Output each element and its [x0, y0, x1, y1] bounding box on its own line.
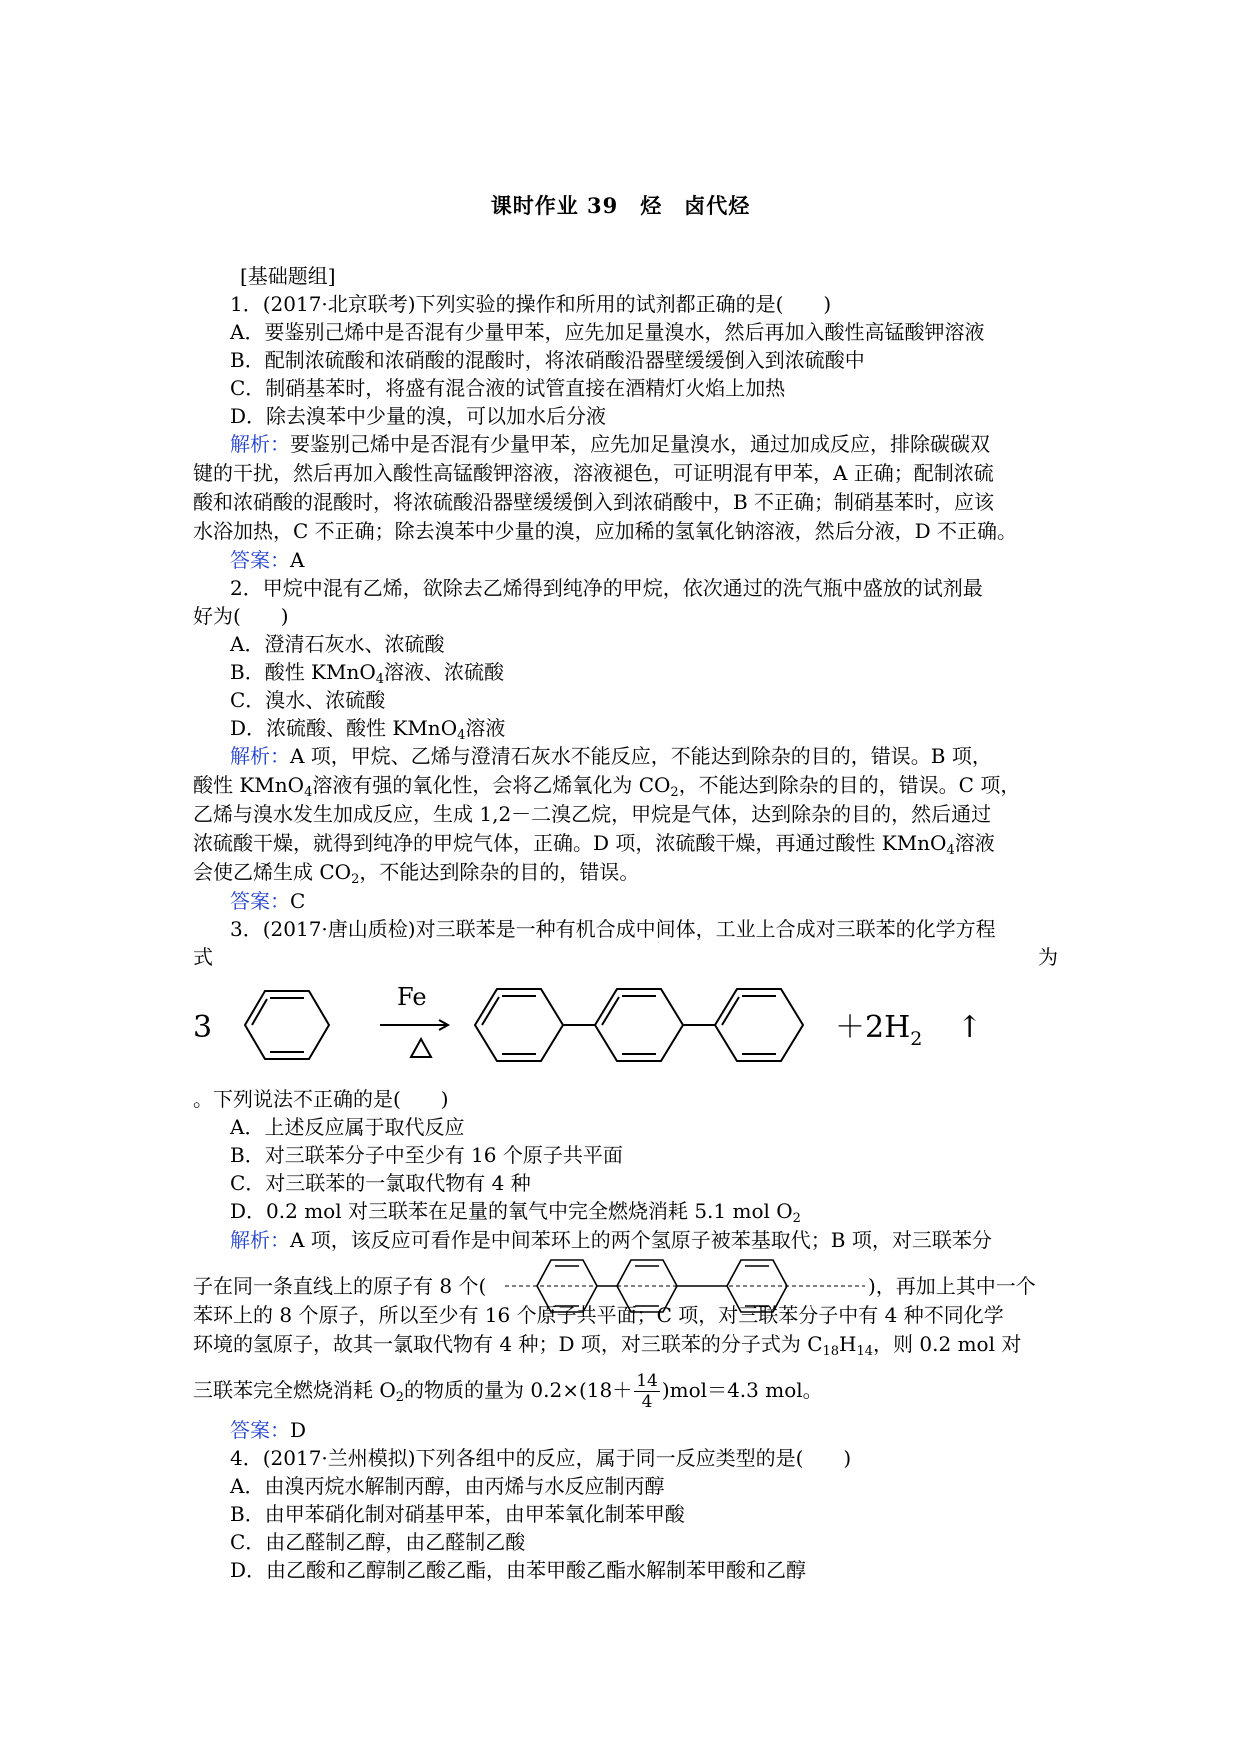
q1-stem: 1．(2017·北京联考)下列实验的操作和所用的试剂都正确的是( ): [230, 292, 832, 316]
section-heading: [基础题组]: [240, 264, 336, 288]
q4-option-b: B．由甲苯硝化制对硝基甲苯，由甲苯氧化制苯甲酸: [230, 1502, 685, 1526]
text: )mol＝4.3 mol。: [661, 1378, 823, 1402]
q3-stem-line-2: [193, 943, 1058, 971]
subscript: 2: [395, 1390, 405, 1405]
q3-question-tail: 。下列说法不正确的是( ): [193, 1087, 449, 1111]
gas-arrow-icon: ↑: [957, 1010, 983, 1045]
text: 式: [193, 945, 213, 969]
q1-analysis-line-3: 酸和浓硝酸的混酸时，将浓硫酸沿器壁缓缓倒入到浓硝酸中，B 不正确；制硝基苯时，应该: [193, 490, 995, 514]
text: 溶液有强的氧化性，会将乙烯氧化为 CO: [312, 773, 671, 797]
analysis-text: A 项，该反应可看作是中间苯环上的两个氢原子被苯基取代；B 项，对三联苯分: [290, 1228, 992, 1252]
q3-analysis-line-5: [193, 1368, 823, 1412]
q1-option-c: C．制硝基苯时，将盛有混合液的试管直接在酒精灯火焰上加热: [230, 376, 786, 400]
numerator: 14: [636, 1371, 658, 1391]
q4-option-d: D．由乙酸和乙醇制乙酸乙酯，由苯甲酸乙酯水解制苯甲酸和乙醇: [230, 1558, 807, 1582]
q2-stem-line-2: 好为( ): [193, 604, 289, 628]
q1-analysis-line-2: 键的干扰，然后再加入酸性高锰酸钾溶液，溶液褪色，可证明混有甲苯，A 正确；配制浓硫: [193, 461, 994, 485]
q4-option-a: A．由溴丙烷水解制丙醇，由丙烯与水反应制丙醇: [230, 1474, 665, 1498]
q2-analysis-line-2: [193, 771, 1020, 799]
q4-option-c: C．由乙醛制乙醇，由乙醛制乙酸: [230, 1530, 526, 1554]
page-title: 课时作业 39 烃 卤代烃: [490, 193, 751, 218]
answer-label: 答案：: [230, 889, 290, 913]
q3-option-b: B．对三联苯分子中至少有 16 个原子共平面: [230, 1143, 623, 1167]
text: 溶液: [954, 831, 995, 855]
text: D．0.2 mol 对三联苯在足量的氧气中完全燃烧消耗 5.1 mol O: [230, 1199, 793, 1223]
text: ，不能达到除杂的目的，错误。C 项，: [678, 773, 1021, 797]
q2-option-d: [230, 714, 505, 742]
q2-analysis-line-5: [193, 858, 639, 886]
q2-option-c: C．溴水、浓硫酸: [230, 688, 386, 712]
analysis-text: 要鉴别己烯中是否混有少量甲苯，应先加足量溴水，通过加成反应，排除碳碳双: [290, 432, 990, 456]
text: 为: [1038, 945, 1058, 969]
q2-analysis-line-4: [193, 829, 995, 857]
answer-value: C: [290, 889, 306, 913]
q3-analysis-line-3: 苯环上的 8 个原子，所以至少有 16 个原子共平面；C 项，对三联苯分子中有 4 种不同化学: [193, 1303, 1004, 1327]
q1-analysis-line-4: 水浴加热，C 不正确；除去溴苯中少量的溴，应加稀的氢氧化钠溶液，然后分液，D 不正确。: [193, 519, 1018, 543]
text: 酸性 KMnO: [193, 773, 305, 797]
q3-analysis-line-2-right: )，再加上其中一个: [868, 1274, 1036, 1298]
text: 的物质的量为 0.2×(18＋: [404, 1378, 633, 1402]
text: ，则 0.2 mol 对: [873, 1332, 1022, 1356]
denominator: 4: [641, 1392, 653, 1412]
q2-option-a: A．澄清石灰水、浓硫酸: [230, 632, 445, 656]
subscript: 4: [457, 728, 466, 743]
answer-label: 答案：: [230, 1418, 290, 1442]
q1-option-d: D．除去溴苯中少量的溴，可以加水后分液: [230, 404, 607, 428]
text: 浓硫酸干燥，就得到纯净的甲烷气体，正确。D 项，浓硫酸干燥，再通过酸性 KMnO: [193, 831, 947, 855]
q3-option-c: C．对三联苯的一氯取代物有 4 种: [230, 1171, 531, 1195]
text: ，不能达到除杂的目的，错误。: [359, 860, 640, 884]
text: 会使乙烯生成 CO: [193, 860, 352, 884]
analysis-text: A 项，甲烷、乙烯与澄清石灰水不能反应，不能达到除杂的目的，错误。B 项，: [290, 744, 992, 768]
q4-stem: 4．(2017·兰州模拟)下列各组中的反应，属于同一反应类型的是( ): [230, 1446, 852, 1470]
answer-label: 答案：: [230, 548, 290, 572]
text: 三联苯完全燃烧消耗 O: [193, 1378, 396, 1402]
text: H: [839, 1332, 857, 1356]
answer-value: A: [290, 548, 305, 572]
q2-answer: [230, 887, 305, 915]
subscript: 2: [670, 785, 679, 800]
q1-analysis-line-1: [230, 430, 990, 458]
q3-analysis-line-4: [193, 1330, 1021, 1358]
text: ＋2H: [835, 1010, 911, 1045]
q3-stem-line-1: 3．(2017·唐山质检)对三联苯是一种有机合成中间体，工业上合成对三联苯的化学方程: [230, 917, 996, 941]
hydrogen-product: [835, 1010, 922, 1050]
q3-answer: [230, 1416, 306, 1444]
terphenyl-product: [475, 989, 803, 1061]
text: 溶液: [465, 716, 506, 740]
catalyst-label: Fe: [397, 983, 427, 1011]
subscript: 4: [946, 843, 955, 858]
q1-option-b: B．配制浓硫酸和浓硝酸的混酸时，将浓硝酸沿器壁缓缓倒入到浓硫酸中: [230, 348, 865, 372]
q2-stem-line-1: 2．甲烷中混有乙烯，欲除去乙烯得到纯净的甲烷，依次通过的洗气瓶中盛放的试剂最: [230, 576, 983, 600]
subscript: 2: [792, 1211, 801, 1226]
text: B．酸性 KMnO: [230, 660, 376, 684]
text: 环境的氢原子，故其一氯取代物有 4 种；D 项，对三联苯的分子式为 C: [193, 1332, 823, 1356]
subscript: 18: [822, 1344, 840, 1359]
q2-option-b: [230, 658, 504, 686]
fraction: [634, 1371, 660, 1412]
q1-option-a: A．要鉴别己烯中是否混有少量甲苯，应先加足量溴水，然后再加入酸性高锰酸钾溶液: [230, 320, 985, 344]
q2-analysis-line-3: 乙烯与溴水发生加成反应，生成 1,2－二溴乙烷，甲烷是气体，达到除杂的目的，然后通过: [193, 802, 992, 826]
equation-coefficient: 3: [193, 1010, 213, 1045]
q3-option-d: [230, 1197, 801, 1225]
subscript: 2: [351, 872, 360, 887]
analysis-label: 解析：: [230, 744, 290, 768]
analysis-label: 解析：: [230, 1228, 290, 1252]
subscript: 14: [856, 1344, 874, 1359]
analysis-label: 解析：: [230, 432, 290, 456]
q2-analysis-line-1: [230, 742, 992, 770]
benzene-ring-reactant: [245, 991, 329, 1059]
subscript: 2: [910, 1028, 923, 1050]
q1-answer: [230, 546, 304, 574]
q3-option-a: A．上述反应属于取代反应: [230, 1115, 465, 1139]
subscript: 4: [304, 785, 313, 800]
subscript: 4: [375, 672, 385, 687]
text: D．浓硫酸、酸性 KMnO: [230, 716, 458, 740]
q3-analysis-line-2-left: 子在同一条直线上的原子有 8 个(: [193, 1274, 487, 1298]
text: 溶液、浓硫酸: [384, 660, 505, 684]
reaction-equation: [185, 975, 1065, 1085]
answer-value: D: [290, 1418, 307, 1442]
reaction-arrow: [380, 1020, 448, 1057]
